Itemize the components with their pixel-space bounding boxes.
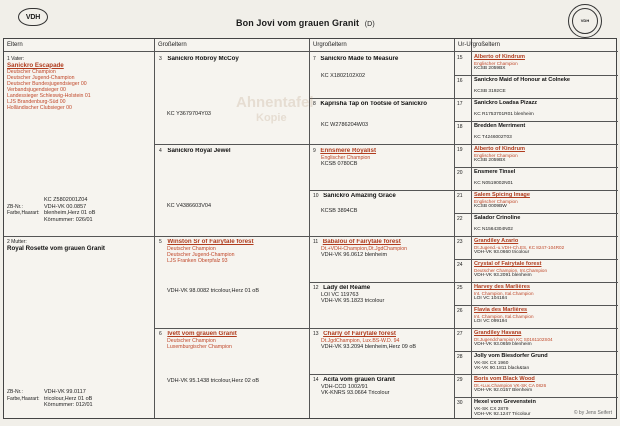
row-divider-gggp-1 [454, 75, 618, 76]
gggp-name: Boris vom Black Wood [474, 376, 535, 382]
father-zb-label: ZB-Nr.: [7, 203, 23, 210]
ggp-name: Charly of Fairytale forest [323, 331, 396, 337]
gggp-name: Ensmere Tinsel [474, 169, 516, 175]
grandparent-5 [159, 239, 307, 325]
gggp-reg: KC R1753701R01 blenheim [474, 111, 534, 117]
row-divider-gggp-6 [454, 305, 618, 306]
great-grandparent-13 [313, 331, 453, 373]
gggp-name: Harvey des Marlières [474, 284, 530, 290]
father-reg-vdh: VDH-VK 00.0857 [44, 203, 87, 210]
great-grandparent-14 [313, 377, 453, 419]
grandparent-6 [159, 331, 307, 417]
row-divider-gggp-4 [454, 213, 618, 214]
father-title: Verbandsjugendsieger 00 [7, 87, 66, 94]
gggp-reg: LOI VC 104184 [474, 295, 508, 301]
gggp-reg: LOI VC 099194 [474, 318, 508, 324]
grandparent-number: 3 [159, 56, 162, 62]
row-divider-gp-1 [154, 144, 618, 145]
gggp-name: Bredden Merriment [474, 123, 526, 129]
ggp-name: Sanickro Amazing Grace [323, 193, 396, 199]
ggp-name: Lady del Reame [323, 285, 371, 291]
col-divider-3 [454, 39, 455, 418]
gggp-reg: KC N1564304N02 [474, 226, 513, 232]
ggp-number: 12 [313, 285, 319, 291]
gggp-reg: KC T4246002T03 [474, 134, 512, 140]
gggp-title: Int. Champion, Ital.Champion [474, 290, 534, 296]
ggp-name: Ennsmere Royalist [320, 148, 377, 154]
gggp-title: Deutscher Champion, Int.Champion [474, 267, 548, 273]
gggp-entry [474, 215, 616, 236]
gggp-name: Alberto of Kindrum [474, 54, 525, 60]
row-divider-parents [4, 236, 618, 237]
grandparent-number: 6 [159, 331, 162, 337]
row-divider-gggp-3 [454, 167, 618, 168]
gggp-reg: KCSB 2059BX [474, 157, 506, 163]
header-ururgrosseltern: Ur-Urgroßeltern [455, 39, 618, 52]
vdh-logo [18, 8, 48, 26]
ggp-number: 7 [313, 56, 316, 62]
gggp-entry [474, 100, 616, 121]
header-grosseltern: Großeltern [155, 39, 310, 52]
row-divider-ggp-2 [309, 190, 618, 191]
mother-reg-vdh: VDH-VK 99.0117 [44, 389, 86, 395]
row-divider-gggp-5 [454, 259, 618, 260]
ggp-number: 13 [313, 331, 319, 337]
father-title: Landessieger Schleswig-Holstein 01 [7, 93, 91, 100]
father-reg-kc: KC Z5802001Z04 [44, 197, 88, 203]
mother-zb-label: ZB-Nr.: [7, 389, 23, 395]
grandparent-reg: VDH-VK 98.0082 tricolour,Herz 01 oB [167, 287, 260, 294]
gggp-name: Flavia des Marlières [474, 307, 528, 313]
vdh-logo-text: VDH [25, 13, 41, 21]
gggp-reg2: VDH-VK 92.1247 Tricolour [474, 412, 531, 417]
gggp-reg: VDH-VK 93.2091 blenheim [474, 272, 532, 278]
gggp-title: Dt.+Lux.Champion VK-SK CA 0826 [474, 382, 547, 388]
gggp-number: 17 [457, 101, 463, 107]
ggp-title: Englischer Champion [321, 154, 371, 161]
col-divider-numbers [471, 39, 472, 418]
gggp-reg: KCSB 3192CE [474, 88, 506, 94]
gggp-number: 15 [457, 55, 463, 61]
document-title [236, 18, 375, 28]
header-eltern: Eltern [4, 39, 155, 52]
gggp-number: 27 [457, 331, 463, 337]
grandparent-number: 5 [159, 239, 162, 245]
ggp-number: 9 [313, 148, 316, 154]
gggp-number: 18 [457, 124, 463, 130]
grandparent-title: Deutscher Champion [167, 337, 216, 344]
ggp-reg: KC X1802102X02 [321, 72, 366, 79]
gggp-reg2: VK-VK 90.1811 black&tan [474, 366, 530, 371]
mother-label: 2 Mutter: [7, 239, 27, 245]
great-grandparent-8 [313, 101, 453, 143]
gggp-reg: VK-SK CX 1960 [474, 360, 509, 366]
gggp-number: 25 [457, 285, 463, 291]
gggp-number: 30 [457, 400, 463, 406]
ggp-name: Acita vom grauen Granit [323, 377, 395, 383]
gggp-name: Alberto of Kindrum [474, 146, 525, 152]
grandparent-title: Deutscher Jugend-Champion [167, 251, 235, 258]
gggp-number: 28 [457, 354, 463, 360]
gggp-entry [474, 261, 616, 282]
ggp-number: 10 [313, 193, 319, 199]
gggp-entry [474, 238, 616, 259]
gggp-reg: KC N0519002N01 [474, 180, 513, 186]
father-registration [7, 197, 151, 235]
ggp-reg: KC W2786204W03 [321, 121, 369, 128]
mother-name: Royal Rosette vom grauen Granit [7, 244, 105, 252]
gggp-reg: VDH-VK 92.0157 Blenheim [474, 387, 533, 393]
ggp-reg2: VDH-VK 95.1823 tricolour [321, 298, 385, 305]
grandparent-number: 4 [159, 148, 162, 154]
grandparent-reg: KC V4386603V04 [167, 202, 212, 209]
gggp-number: 16 [457, 78, 463, 84]
mother-registration [7, 389, 151, 419]
grandparent-title: LJS Franken Oberpfalz 93 [167, 257, 228, 264]
seal-icon [568, 4, 602, 38]
row-divider-ggp-1 [309, 98, 618, 99]
gggp-entry [474, 376, 616, 397]
gggp-entry [474, 330, 616, 351]
ggp-name: Babalou of Fairytale forest [322, 239, 401, 245]
father-koernummer: Körnummer: 026/01 [44, 216, 93, 223]
gggp-reg: VDH-VK 93.0659 blenheim [474, 341, 532, 347]
gggp-reg: KCSB 2059BX [474, 65, 506, 71]
grandparent-reg: KC Y3679704Y03 [167, 110, 211, 117]
gggp-title: Dt.Jugend.-u.VDH-Ch.ES, KC 8247-104R02 [474, 244, 565, 250]
gggp-entry [474, 123, 616, 144]
gggp-number: 26 [457, 308, 463, 314]
gggp-name: Salador Crinoline [474, 215, 521, 221]
gggp-name: Grandiley Havana [474, 330, 522, 336]
gggp-title: Dt.Jugendchampion KC S0161102S04 [474, 336, 553, 342]
gggp-name: Hexel vom Grevenstein [474, 399, 536, 405]
row-divider-ggp-4 [309, 374, 618, 375]
row-divider-gggp-8 [454, 397, 618, 398]
father-title: Deutscher Jugend-Champion [7, 75, 75, 82]
gggp-entry [474, 353, 616, 374]
ggp-name: Sanickro Made to Measure [320, 56, 399, 62]
gggp-title: Int. Champion, Ital.Champion [474, 313, 534, 319]
gggp-number: 19 [457, 147, 463, 153]
grandparent-title: Luxemburgischer Champion [167, 343, 232, 350]
ggp-reg: LOI VC 119763 [321, 291, 359, 298]
watermark-ahnentafel: Ahnentafel [236, 94, 314, 111]
great-grandparent-7 [313, 56, 453, 97]
gggp-name: Salem Spicing Image [474, 192, 530, 198]
watermark-kopie: Kopie [256, 112, 287, 124]
gggp-name: Sanickro Loadsa Pizazz [474, 100, 538, 106]
gggp-reg: VDH-VK 93.0660 tricolour [474, 249, 530, 255]
father-title: Deutscher Champion [7, 69, 56, 76]
ggp-title: Dt.JgdChampion, Lux.BS-W.D. 94 [321, 337, 400, 344]
gggp-number: 20 [457, 170, 463, 176]
grandparent-3 [159, 56, 307, 142]
gggp-number: 21 [457, 193, 463, 199]
gggp-entry [474, 307, 616, 328]
gggp-reg: KCSB 0009BW [474, 203, 507, 209]
gggp-name: Sanickro Maid of Honour at Colneke [474, 77, 571, 83]
ggp-reg: VDH-CCD 1002/91 [321, 383, 368, 390]
ggp-reg2: VK-KNRS 93.0664 Tricolour [321, 390, 390, 397]
gggp-title: Englischer Champion [474, 198, 518, 204]
ggp-number: 11 [313, 239, 319, 245]
great-grandparent-11 [313, 239, 453, 281]
ggp-title: Dt.+VDH-Champion,Dt.JgdChampion [321, 245, 408, 252]
father-label: 1 Vater: [7, 56, 25, 62]
gggp-number: 24 [457, 262, 463, 268]
father-title: LJS Brandenburg-Süd 00 [7, 99, 66, 106]
gggp-entry [474, 146, 616, 167]
gggp-title: Englischer Champion [474, 60, 518, 66]
ggp-reg: VDH-VK 96.0612 blenheim [321, 251, 388, 258]
gggp-name: Grandiley Azario [474, 238, 519, 244]
pedigree-table [3, 38, 617, 419]
gggp-name: Jolly vom Biesdorfer Grund [474, 353, 548, 359]
col-divider-2 [309, 39, 310, 418]
father-color: blenheim,Herz 01 oB [44, 210, 96, 217]
grandparent-name: Sanickro Robroy McCoy [167, 56, 239, 62]
col-divider-1 [154, 39, 155, 418]
father-title: Holländischer Clubsieger 00 [7, 105, 72, 112]
seal-inner-ring [572, 8, 598, 34]
ggp-name: Kaprisha Tap on Tootsie of Sanickro [320, 101, 428, 107]
parent-mother [7, 239, 151, 339]
mother-koernummer: Körnummer: 012/01 [44, 402, 93, 409]
ggp-reg: KCSB 0780CB [321, 160, 358, 167]
grandparent-name: Sanickro Royal Jewel [167, 148, 231, 154]
grandparent-4 [159, 148, 307, 234]
gggp-number: 22 [457, 216, 463, 222]
gggp-number: 29 [457, 377, 463, 383]
ggp-number: 14 [313, 377, 319, 383]
great-grandparent-12 [313, 285, 453, 327]
row-divider-gggp-7 [454, 351, 618, 352]
father-color-label: Farbe,Haarart: [7, 210, 40, 217]
gggp-entry [474, 54, 616, 75]
gggp-reg: VK-SK CX 2879 [474, 406, 509, 412]
gggp-name: Crystal of Fairytale forest [474, 261, 542, 267]
father-title: Deutscher Bundesjugendsieger 00 [7, 81, 87, 88]
header-urgrosseltern: Urgroßeltern [310, 39, 455, 52]
great-grandparent-10 [313, 193, 453, 235]
gggp-entry [474, 192, 616, 213]
grandparent-title: Deutscher Champion [167, 245, 216, 252]
gggp-entry [474, 169, 616, 190]
father-name: Sanickro Escapade [7, 61, 64, 69]
mother-color: tricolour,Herz 01 oB [44, 395, 93, 402]
seal-text: VDH [580, 18, 590, 23]
grandparent-name: Winston Sr of Fairytale forest [167, 239, 254, 245]
grandparent-reg: VDH-VK 95.1438 tricolour,Herz 02 oB [167, 377, 260, 384]
gggp-entry [474, 77, 616, 98]
gggp-title: Englischer Champion [474, 152, 518, 158]
ggp-number: 8 [313, 101, 316, 107]
country-suffix: (D) [364, 21, 375, 28]
great-grandparent-9 [313, 148, 453, 189]
grandparent-name: Ivett vom grauen Granit [167, 331, 237, 337]
row-divider-gggp-2 [454, 121, 618, 122]
mother-color-label: Farbe,Haarart: [7, 395, 40, 402]
row-divider-gp-2 [154, 328, 618, 329]
gggp-number: 23 [457, 239, 463, 245]
gggp-entry [474, 284, 616, 305]
ggp-reg: KCSB 3894CB [321, 207, 358, 214]
dog-name: Bon Jovi vom grauen Granit [236, 18, 360, 28]
copyright-note: © by Jens Seifert [573, 410, 612, 416]
row-divider-ggp-3 [309, 282, 618, 283]
ggp-reg: VDH-VK 93.2094 blenheim,Herz 09 oB [321, 343, 417, 350]
